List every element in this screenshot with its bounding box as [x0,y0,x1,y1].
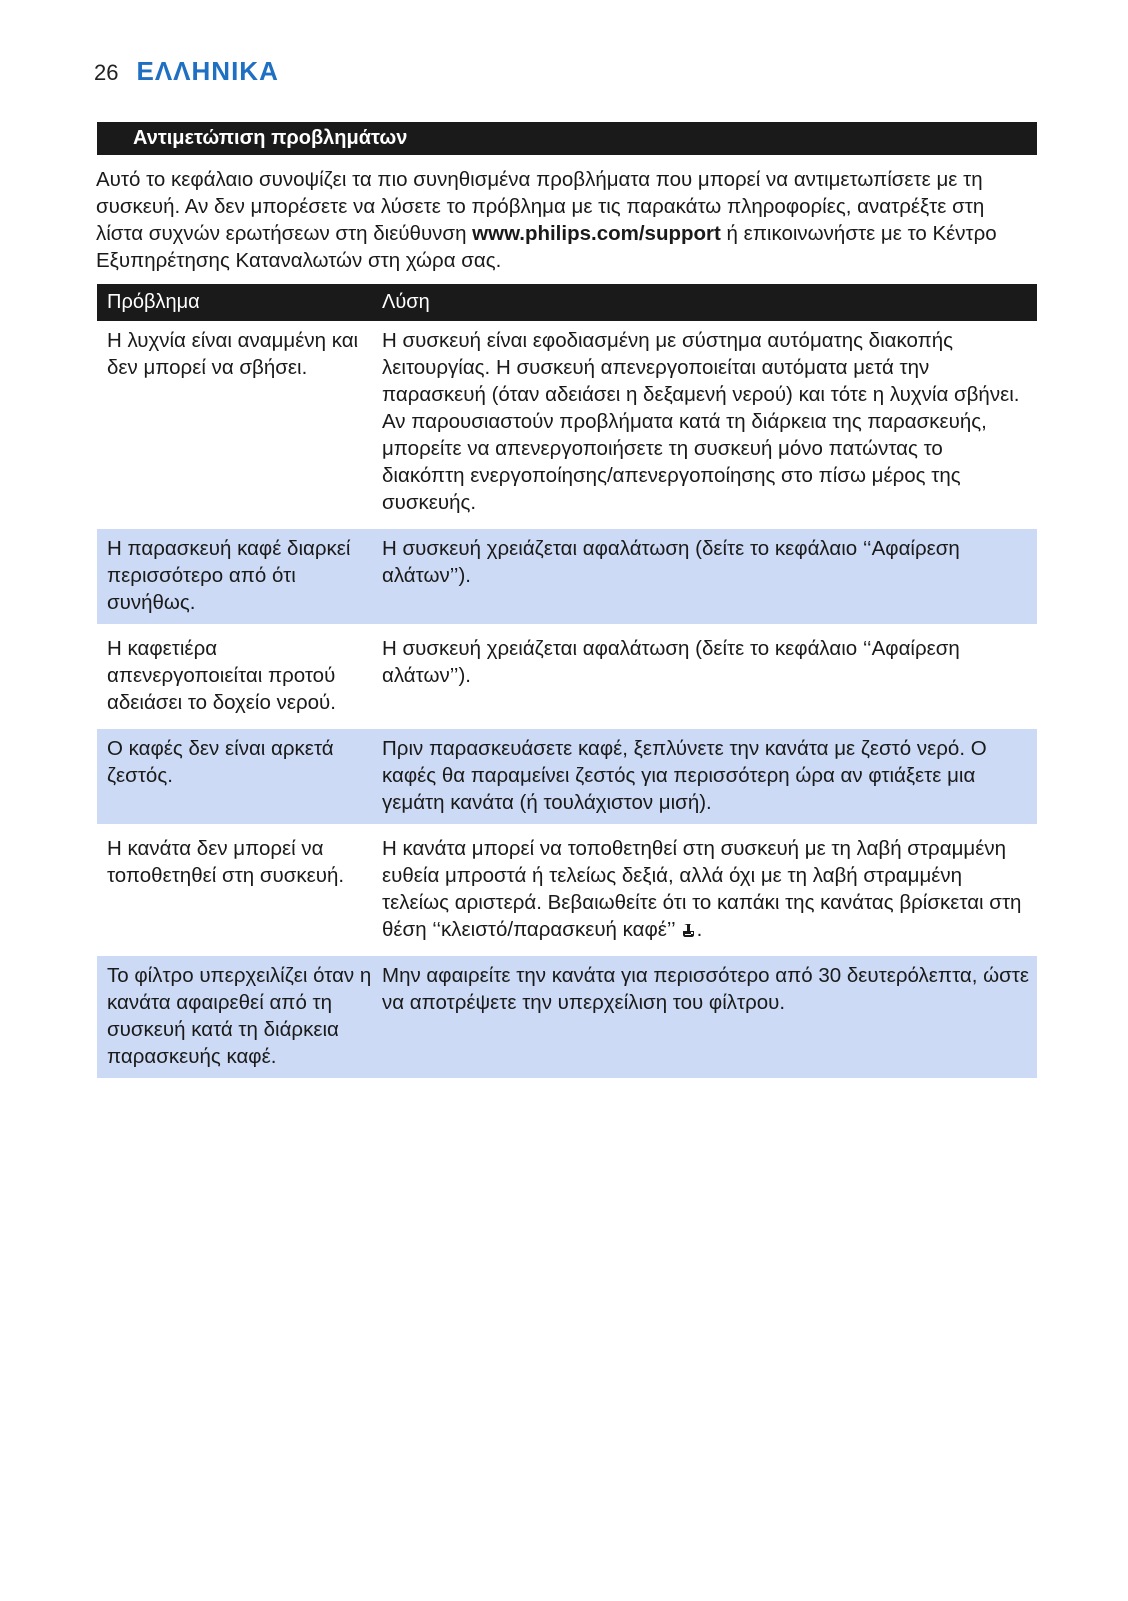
table-row [97,529,1037,624]
header-solution: Λύση [382,291,430,313]
language-heading: ΕΛΛΗΝΙΚΑ [136,56,279,86]
problem-cell: Ο καφές δεν είναι αρκετά ζεστός. [107,737,334,787]
intro-text-after: ή επικοινωνήστε με το Κέντρο Εξυπηρέτησης Καταναλωτών στη χώρα σας. [96,222,997,272]
support-link[interactable]: www.philips.com/support [472,222,721,245]
table-row [97,729,1037,824]
solution-cell [378,829,1037,951]
intro-paragraph [96,166,1036,274]
intro-text-before: Αυτό το κεφάλαιο συνοψίζει τα πιο συνηθισμένα προβλήματα που μπορεί να αντιμετωπίσετε με τη συσκευή. Αν δεν μπορέσετε να λύσετε το πρόβλημα με τις παρακάτω πληροφορίες, ανατρέξτε στη λίστα συχνών ερωτήσεων στη διεύθυνση [96,168,985,245]
table-row [97,321,1037,524]
problem-cell: Η κανάτα δεν μπορεί να τοποθετηθεί στη συσκευή. [107,837,345,887]
coffee-pot-icon [681,922,697,938]
table-row [97,956,1037,1078]
section-title: Αντιμετώπιση προβλημάτων [97,122,1037,155]
problem-cell: Η λυχνία είναι αναμμένη και δεν μπορεί να σβήσει. [107,329,359,379]
solution-cell: Πριν παρασκευάσετε καφέ, ξεπλύνετε την κανάτα με ζεστό νερό. Ο καφές θα παραμείνει ζεστός για περισσότερη ώρα αν φτιάξετε μια γεμάτη κανάτα (ή τουλάχιστον μισή). [382,737,987,814]
solution-cell: Η συσκευή χρειάζεται αφαλάτωση (δείτε το κεφάλαιο ‘‘Αφαίρεση αλάτων’’). [382,637,960,687]
header-problem: Πρόβλημα [107,291,200,313]
solution-text: Η κανάτα μπορεί να τοποθετηθεί στη συσκευή με τη λαβή στραμμένη ευθεία μπροστά ή τελείως δεξιά, αλλά όχι με τη λαβή στραμμένη τελείως αριστερά. Βεβαιωθείτε ότι το καπάκι της κανάτας βρίσκεται στη θέση ‘‘κλειστό/παρασκευή καφέ’’ [382,837,1022,941]
page-header [94,56,279,87]
problem-cell: Το φίλτρο υπερχειλίζει όταν η κανάτα αφαιρεθεί από τη συσκευή κατά τη διάρκεια παρασκευής καφέ. [107,964,372,1068]
solution-cell: Η συσκευή είναι εφοδιασμένη με σύστημα αυτόματης διακοπής λειτουργίας. Η συσκευή απενεργοποιείται αυτόματα μετά την παρασκευή (όταν αδειάσει η δεξαμενή νερού) και τότε η λυχνία σβήνει. Αν παρουσιαστούν προβλήματα κατά τη διάρκεια της παρασκευής, μπορείτε να απενεργοποιήσετε τη συσκευή μόνο πατώντας το διακόπτη ενεργοποίησης/απενεργοποίησης στο πίσω μέρος της συσκευής. [382,329,1020,514]
troubleshooting-table [97,284,1037,1078]
page-number: 26 [94,60,119,85]
solution-cell: Η συσκευή χρειάζεται αφαλάτωση (δείτε το κεφάλαιο ‘‘Αφαίρεση αλάτων’’). [382,537,960,587]
problem-cell: Η καφετιέρα απενεργοποιείται προτού αδειάσει το δοχείο νερού. [107,637,336,714]
solution-end: . [696,918,703,941]
table-header [97,284,1037,321]
problem-cell: Η παρασκευή καφέ διαρκεί περισσότερο από ότι συνήθως. [107,537,351,614]
table-row [97,629,1037,724]
solution-cell: Μην αφαιρείτε την κανάτα για περισσότερο από 30 δευτερόλεπτα, ώστε να αποτρέψετε την υπερχείλιση του φίλτρου. [382,964,1030,1014]
table-row [97,829,1037,951]
